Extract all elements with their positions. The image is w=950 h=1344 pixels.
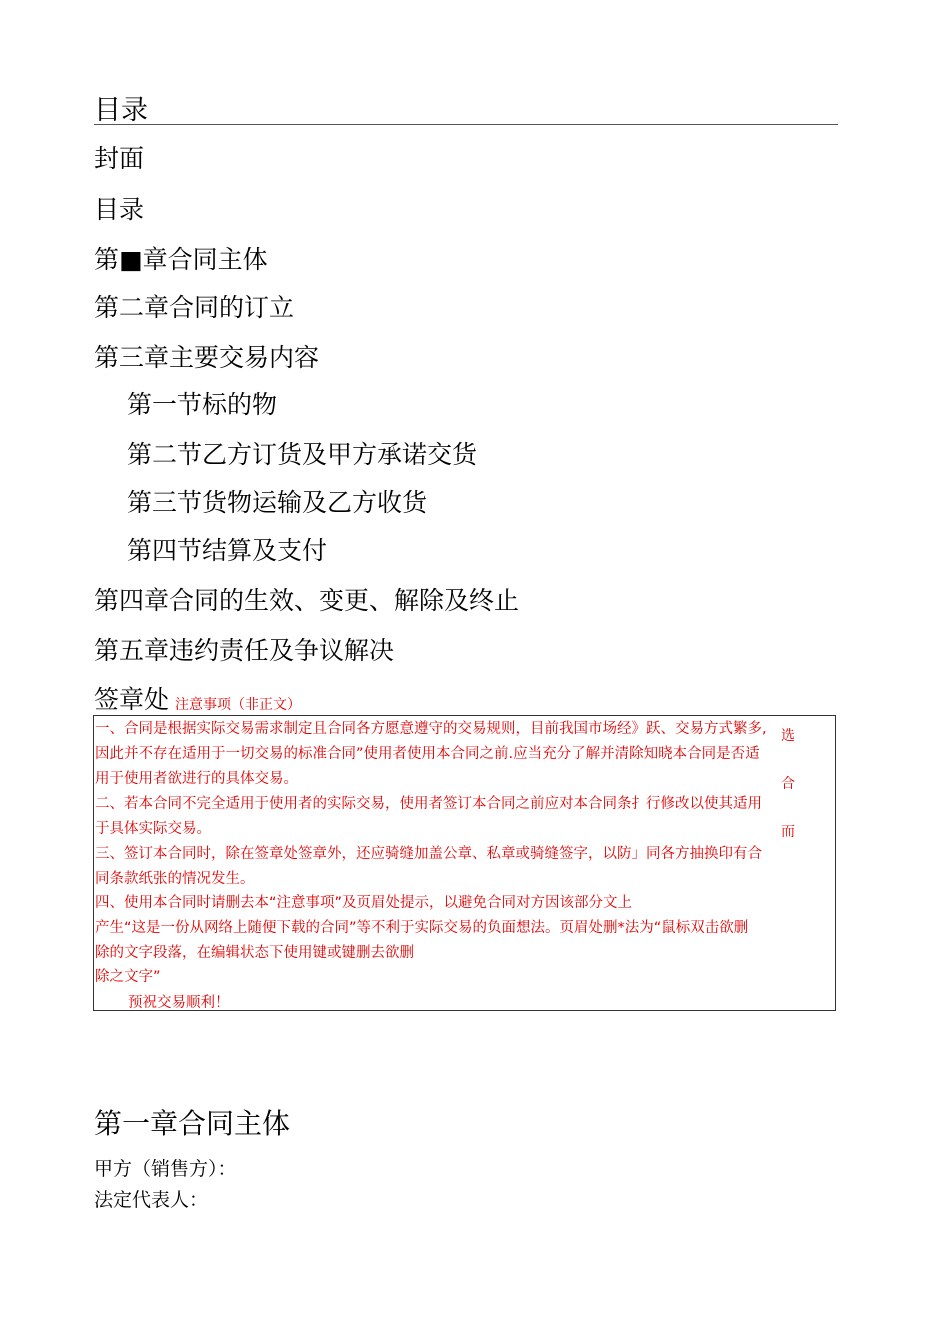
- notice-line: 除的文字段落，在编辑状态下使用键或键删去欲删: [95, 945, 414, 961]
- toc-item-section-4[interactable]: 第四节结算及支付: [127, 536, 328, 565]
- notice-line: 于具体实际交易。: [95, 821, 211, 837]
- notice-side-char: 合: [781, 776, 795, 792]
- toc-divider: [94, 124, 838, 125]
- notice-line: 因此并不存在适用于一切交易的标准合同”使用者使用本合同之前.应当充分了解并清除知晓本合同是否适: [95, 746, 760, 762]
- toc-item-chapter-5[interactable]: 第五章违约责任及争议解决: [94, 636, 395, 665]
- notice-label: 注意事项（非正文）: [175, 697, 301, 713]
- notice-line: 二、若本合同不完全适用于使用者的实际交易，使用者签订本合同之前应对本合同条扌行修改以使其适用: [95, 796, 762, 812]
- notice-line: 产生“这是一份从网络上随便下载的合同”等不利于实际交易的负面想法。页眉处删*法为“鼠标双击欲删: [95, 920, 749, 936]
- toc-item-signature[interactable]: 签章处: [94, 685, 170, 714]
- notice-line: 同条款纸张的情况发生。: [95, 871, 255, 887]
- notice-line: 用于使用者欲进行的具体交易。: [95, 771, 298, 787]
- notice-line: 一、合同是根据实际交易需求制定且合同各方愿意遵守的交易规则，目前我国市场经》跃、交易方式繁多,: [95, 721, 767, 737]
- toc-item-contents[interactable]: 目录: [94, 195, 145, 224]
- legal-representative-label: 法定代表人：: [94, 1189, 209, 1211]
- notice-line: 预祝交易顺利！: [128, 995, 230, 1011]
- toc-item-cover[interactable]: 封面: [94, 144, 145, 173]
- notice-line: 四、使用本合同时请删去本“注意事项”及页眉处提示，以避免合同对方因该部分文上: [95, 895, 633, 911]
- toc-item-chapter-1[interactable]: 第■章合同主体: [94, 245, 268, 274]
- toc-item-chapter-4[interactable]: 第四章合同的生效、变更、解除及终止: [94, 586, 520, 615]
- toc-item-chapter-2[interactable]: 第二章合同的订立: [94, 293, 295, 322]
- toc-title: 目录: [94, 95, 148, 126]
- notice-side-char: 而: [781, 824, 795, 840]
- toc-item-section-1[interactable]: 第一节标的物: [127, 390, 278, 419]
- toc-item-section-3[interactable]: 第三节货物运输及乙方收货: [127, 488, 428, 517]
- notice-line: 除之文字”: [95, 969, 161, 985]
- notice-side-char: 选: [781, 728, 795, 744]
- notice-line: 三、签订本合同时，除在签章处签章外，还应骑缝加盖公章、私章或骑缝签字，以防」同各方抽换印有合: [95, 846, 762, 862]
- chapter-heading: 第一章合同主体: [94, 1107, 291, 1140]
- toc-item-chapter-3[interactable]: 第三章主要交易内容: [94, 343, 320, 372]
- toc-item-section-2[interactable]: 第二节乙方订货及甲方承诺交货: [127, 440, 478, 469]
- party-a-label: 甲方（销售方）：: [94, 1158, 237, 1180]
